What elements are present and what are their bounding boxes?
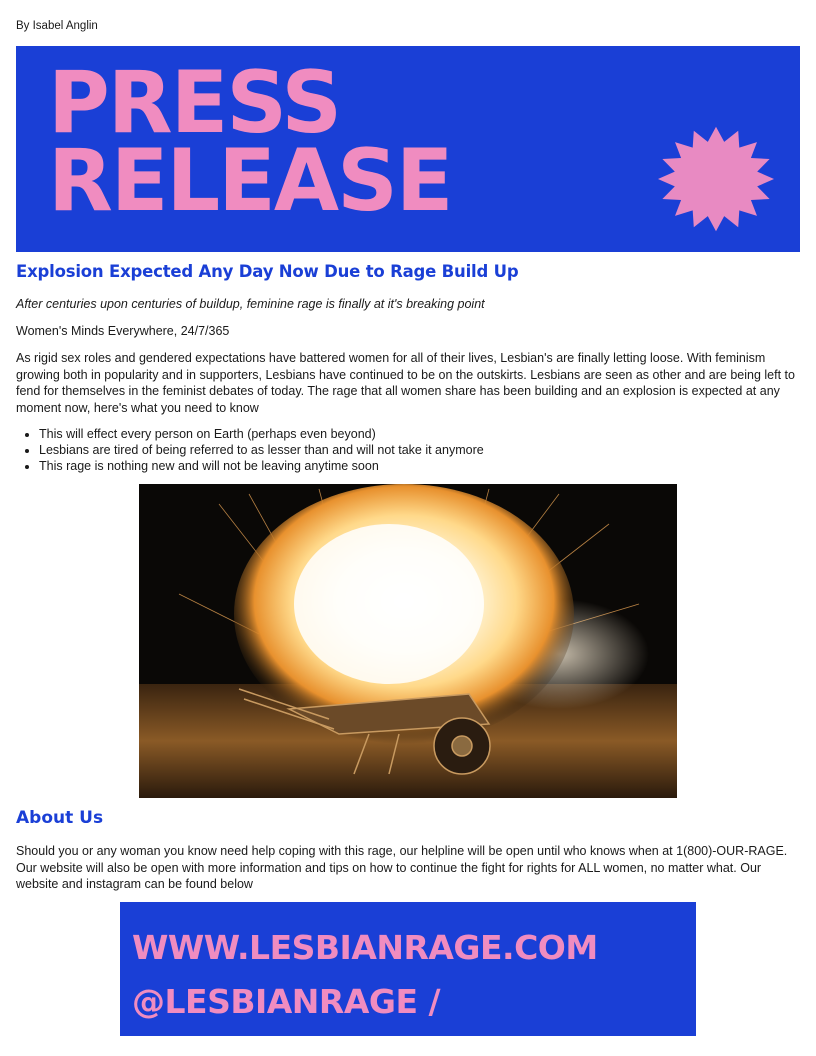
banner-title <box>48 53 452 231</box>
starburst-icon <box>656 126 776 232</box>
explosion-photo <box>139 484 677 798</box>
list-item: • This rage is nothing new and will not be leaving anytime soon <box>39 458 484 474</box>
list-item: • Lesbians are tired of being referred to as lesser than and will not take it anymore <box>39 442 484 458</box>
website-link[interactable]: WWW.LESBIANRAGE.COM <box>132 928 598 967</box>
key-points-list <box>16 426 484 475</box>
subheadline: After centuries upon centuries of buildup, feminine rage is finally at it's breaking point <box>16 297 485 311</box>
dateline: Women's Minds Everywhere, 24/7/365 <box>16 324 230 338</box>
banner-title-line-2: RELEASE <box>48 131 452 231</box>
press-release-banner <box>16 46 800 252</box>
instagram-handle[interactable]: @LESBIANRAGE / <box>132 982 441 1021</box>
about-heading: About Us <box>16 808 104 828</box>
body-paragraph: As rigid sex roles and gendered expectations have battered women for all of their lives, Lesbian's are finally letting loose. With feminism growing both in popularity and in supporters, Lesbians have continued to be on the outskirts. Lesbians are seen as other and are being left to fend for themselves in the feminist debates of today. The rage that all women share has been building and an explosion is expected at any moment now, here's what you need to know <box>16 351 795 415</box>
list-item: • This will effect every person on Earth (perhaps even beyond) <box>39 426 484 442</box>
about-paragraph: Should you or any woman you know need help coping with this rage, our helpline will be open until who knows when at 1(800)-OUR-RAGE. Our website will also be open with more information and tips on how to continue the fight for rights for ALL women, no matter what. Our website and instagram can be found below <box>16 844 788 891</box>
byline: By Isabel Anglin <box>16 20 98 32</box>
headline: Explosion Expected Any Day Now Due to Rage Build Up <box>16 262 519 281</box>
banner-title-line-1: PRESS <box>48 53 341 153</box>
contact-banner <box>120 902 696 1036</box>
